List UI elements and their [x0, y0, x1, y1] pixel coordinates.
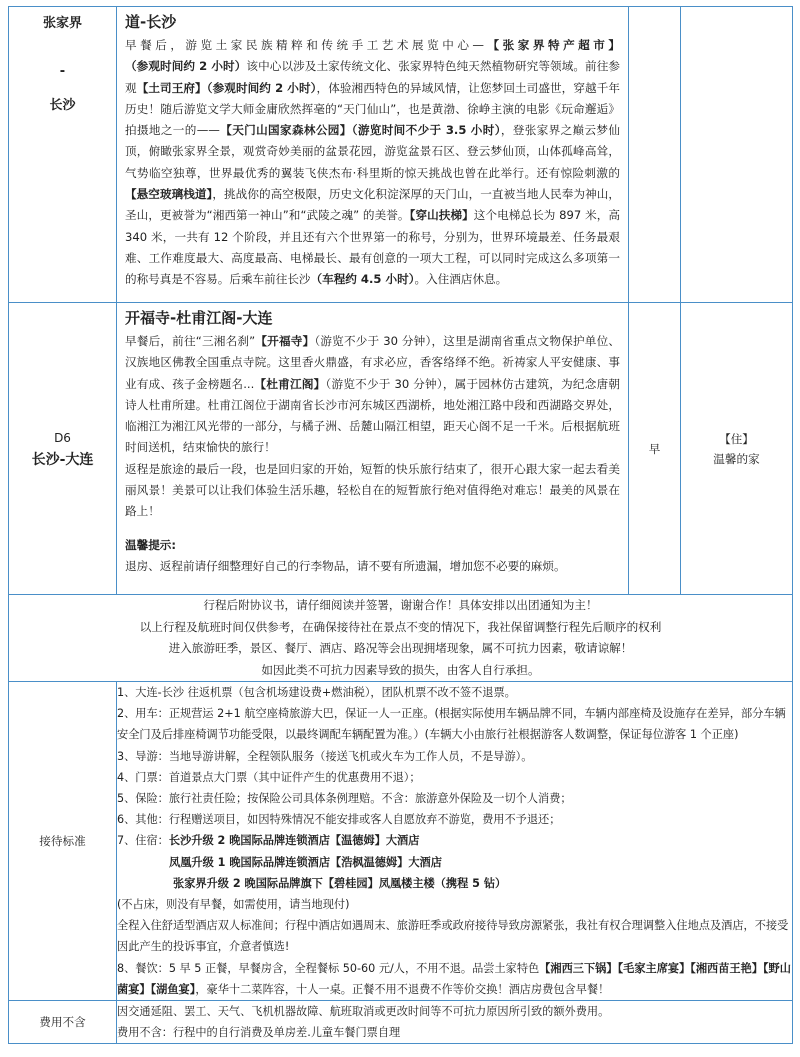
itinerary-table [8, 6, 793, 1044]
excluded-label-cell [9, 1001, 117, 1044]
notice-row [9, 595, 793, 682]
day6-route-cell [9, 303, 117, 595]
day5-segment: 该中心以涉及土家传统文化、张家界特色纯天然植物研究等领域。前往参观 [125, 59, 620, 95]
day5-segment: 【天门山国家森林公园】（游览时间不少于 3.5 小时） [219, 123, 501, 138]
notice-line-4: 如因此类不可抗力因素导致的损失，由客人自行承担。 [261, 662, 540, 677]
day5-row [9, 7, 793, 303]
day5-segment: ，挑战你的高空极限，历史文化积淀深厚的天门山，一直被当地人民奉为神山，圣山，更被誉为“湘西第一神山”和“武陵之魂” 的美誉。 [125, 187, 620, 223]
day5-segment: 。入住酒店休息。 [414, 272, 508, 287]
day5-segment: 【悬空玻璃栈道】 [125, 187, 213, 202]
standards-item-5: 5、保险：旅行社责任险；按保险公司具体条例理赔。不含：旅游意外保险及一切个人消费； [117, 792, 572, 806]
day5-meal-cell [629, 7, 681, 303]
standards-item-6: 6、其他：行程赠送项目，如因特殊情况不能安排或客人自愿放弃不游览，费用不予退还； [117, 813, 561, 827]
day5-title: 道-长沙 [125, 13, 177, 31]
standards-content-cell [117, 682, 793, 1001]
day6-paragraph2: 返程是旅途的最后一段，也是回归家的开始，短暂的快乐旅行结束了，很开心跟大家一起去看美丽风景！美景可以让我们体验生活乐趣，轻松自在的短暂旅行绝对值得绝对难忘！最美的风景在路上！ [125, 461, 620, 519]
standards-label-cell [9, 682, 117, 1001]
day6-hotel: 温馨的家 [713, 451, 760, 466]
day6-description [117, 331, 628, 459]
notice-line-1: 行程后附协议书，请仔细阅读并签署，谢谢合作！具体安排以出团通知为主！ [203, 598, 598, 612]
standards-item-7-note2: 全程入住舒适型酒店双人标准间；行程中酒店如遇周末、旅游旺季或政府接待导致房源紧张，我社有权合理调整入住地点及酒店，不接受因此产生的投诉事宜，介意者慎选! [117, 919, 789, 954]
day6-tip-title: 温馨提示: [125, 537, 177, 552]
day5-segment: 早餐后，游览土家民族精粹和传统手工艺术展览中心— [125, 38, 485, 52]
day6-segment: 【杜甫江阁】 [254, 376, 326, 391]
day6-number: D6 [54, 430, 71, 445]
day6-meal-cell [629, 303, 681, 595]
standards-item-7 [117, 830, 792, 851]
day6-tip-text: 退房、返程前请仔细整理好自己的行李物品，请不要有所遗漏，增加您不必要的麻烦。 [125, 558, 566, 573]
day5-segment: 【土司王府】（参观时间约 2 小时） [136, 80, 317, 95]
day6-segment: （游览不少于 30 分钟），这里是湖南省重点文物保护单位、汉族地区佛教全国重点寺院。这里香火鼎盛，有求必应，香客络绎不绝。祈祷家人平安健康、事业有成、孩子金榜题名... [125, 334, 620, 391]
day6-row [9, 303, 793, 595]
day6-segment: （游览不少于 30 分钟），属于园林仿古建筑，为纪念唐朝诗人杜甫所建。杜甫江阁位于湖南省长沙市河东城区西湖桥，地处湘江路中段和西湖路交界处，临湘江为湘江风光带的一部分，与橘子洲、岳麓山隔江相望，距天心阁不足一千米。后根据航班时间送机，结束愉快的旅行！ [125, 376, 620, 455]
hotel-zhangjiajie: 张家界升级 2 晚国际品牌旗下【碧桂园】凤凰楼主楼（携程 5 钻） [173, 876, 507, 890]
standards-item-3: 3、导游：当地导游讲解，全程领队服务（接送飞机或火车为工作人员，不是导游）。 [117, 749, 533, 763]
day5-segment: （参观时间约 2 小时） [125, 59, 247, 74]
day5-route-from: 张家界 [42, 16, 82, 31]
day6-segment: 【开福寺】 [255, 334, 315, 348]
day6-title: 开福寺-杜甫江阁-大连 [125, 309, 273, 327]
day6-route: 长沙-大连 [31, 451, 94, 468]
day5-segment: 【张家界特产超市】 [484, 38, 620, 52]
hotel-changsha: 长沙升级 2 晚国际品牌连锁酒店【温德姆】大酒店 [168, 834, 420, 848]
day5-route-dash: - [59, 64, 66, 79]
day5-hotel-cell [681, 7, 793, 303]
day5-segment: 【穿山扶梯】 [409, 208, 474, 223]
standards-item-8-prefix: 8、餐饮：5 早 5 正餐，早餐房含，全程餐标 50-60 元/人，不用不退。品尝土家特色 [117, 961, 540, 975]
notice-line-2: 以上行程及航班时间仅供参考，在确保接待社在景点不变的情况下，我社保留调整行程先后顺序的权利 [139, 619, 662, 634]
excluded-row [9, 1001, 793, 1044]
standards-item-7-prefix: 7、住宿： [117, 834, 169, 848]
standards-item-1: 1、大连-长沙 往返机票（包含机场建设费+燃油税），团队机票不改不签不退票。 [117, 686, 516, 699]
day5-segment: （车程约 4.5 小时） [310, 272, 415, 287]
day5-description [117, 35, 628, 291]
standards-item-8 [117, 958, 792, 1000]
day6-meal: 早 [648, 441, 661, 456]
excluded-line-1: 因交通延阻、罢工、天气、飞机机器故障、航班取消或更改时间等不可抗力原因所引致的额外费用。 [117, 1005, 610, 1019]
day5-route-cell [9, 7, 117, 303]
day5-segment: 这个电梯总长为 897 米，高 340 米，一共有 12 个阶段，并且还有六个世界第一的称号，分别为，世界环境最差、任务最艰难、工作难度最大、高度最高、电梯最长、最有创意的一项大工程，可以同时完成这么多项第一的称号真是不容易。后乘车前往长沙 [125, 208, 620, 287]
excluded-content-cell [117, 1001, 793, 1044]
standards-item-8-dishes: 【湘西三下锅】【毛家主席宴】【湘西苗王艳】【野山菌宴】【湖鱼宴】 [117, 961, 791, 996]
excluded-line-2: 费用不含：行程中的自行消费及单房差.儿童车餐门票自理 [117, 1026, 401, 1040]
hotel-fenghuang: 凤凰升级 1 晚国际品牌连锁酒店【浩枫温德姆】大酒店 [169, 855, 442, 869]
day6-segment: 早餐后，前往“三湘名刹” [125, 334, 256, 348]
standards-row [9, 682, 793, 1001]
day6-hotel-cell [681, 303, 793, 595]
standards-item-8-rest: ，豪华十二菜阵容，十人一桌。正餐不用不退费不作等价交换！酒店房费包含早餐！ [195, 982, 610, 996]
standards-item-4: 4、门票：首道景点大门票（其中证件产生的优惠费用不退）； [117, 770, 421, 784]
standards-label: 接待标准 [39, 834, 86, 849]
day5-segment: ，体验湘西特色的异域风情，让您梦回土司盛世，穿越千年历史！随后游览文学大师金庸欣然挥毫的“天门仙山”，也是黄渤、徐峥主演的电影《玩命邂逅》拍摄地之一的—— [125, 80, 620, 138]
day5-route-to: 长沙 [49, 98, 76, 113]
day6-content-cell [117, 303, 629, 595]
day6-hotel-tag: 【住】 [719, 431, 754, 446]
excluded-label: 费用不含 [39, 1015, 86, 1030]
day5-content-cell [117, 7, 629, 303]
day5-segment: ，登张家界之巅云梦仙顶，俯瞰张家界全景，观赏奇妙美丽的盆景花园，游览盆景石区、登云梦仙顶，山体孤峰高耸，气势临空独尊，世界最优秀的翼装飞侠杰布·科里斯的惊天挑战也曾在此举行。还有惊险刺激的 [125, 123, 620, 180]
notice-cell [9, 595, 793, 682]
notice-line-3: 进入旅游旺季，景区、餐厅、酒店、路况等会出现拥堵现象，属不可抗力因素，敬请谅解！ [168, 641, 633, 655]
standards-item-2: 2、用车：正规营运 2+1 航空座椅旅游大巴，保证一人一正座。(根据实际使用车辆品牌不同，车辆内部座椅及设施存在差异，部分车辆安全门及后排座椅调节功能受限，以最终调配车辆配置为准。）(车辆大小由旅行社根据游客人数调整，保证每位游客 1 个正座) [117, 707, 786, 742]
standards-item-7-note: (不占床，则没有早餐，如需使用，请当地现付) [117, 898, 350, 912]
